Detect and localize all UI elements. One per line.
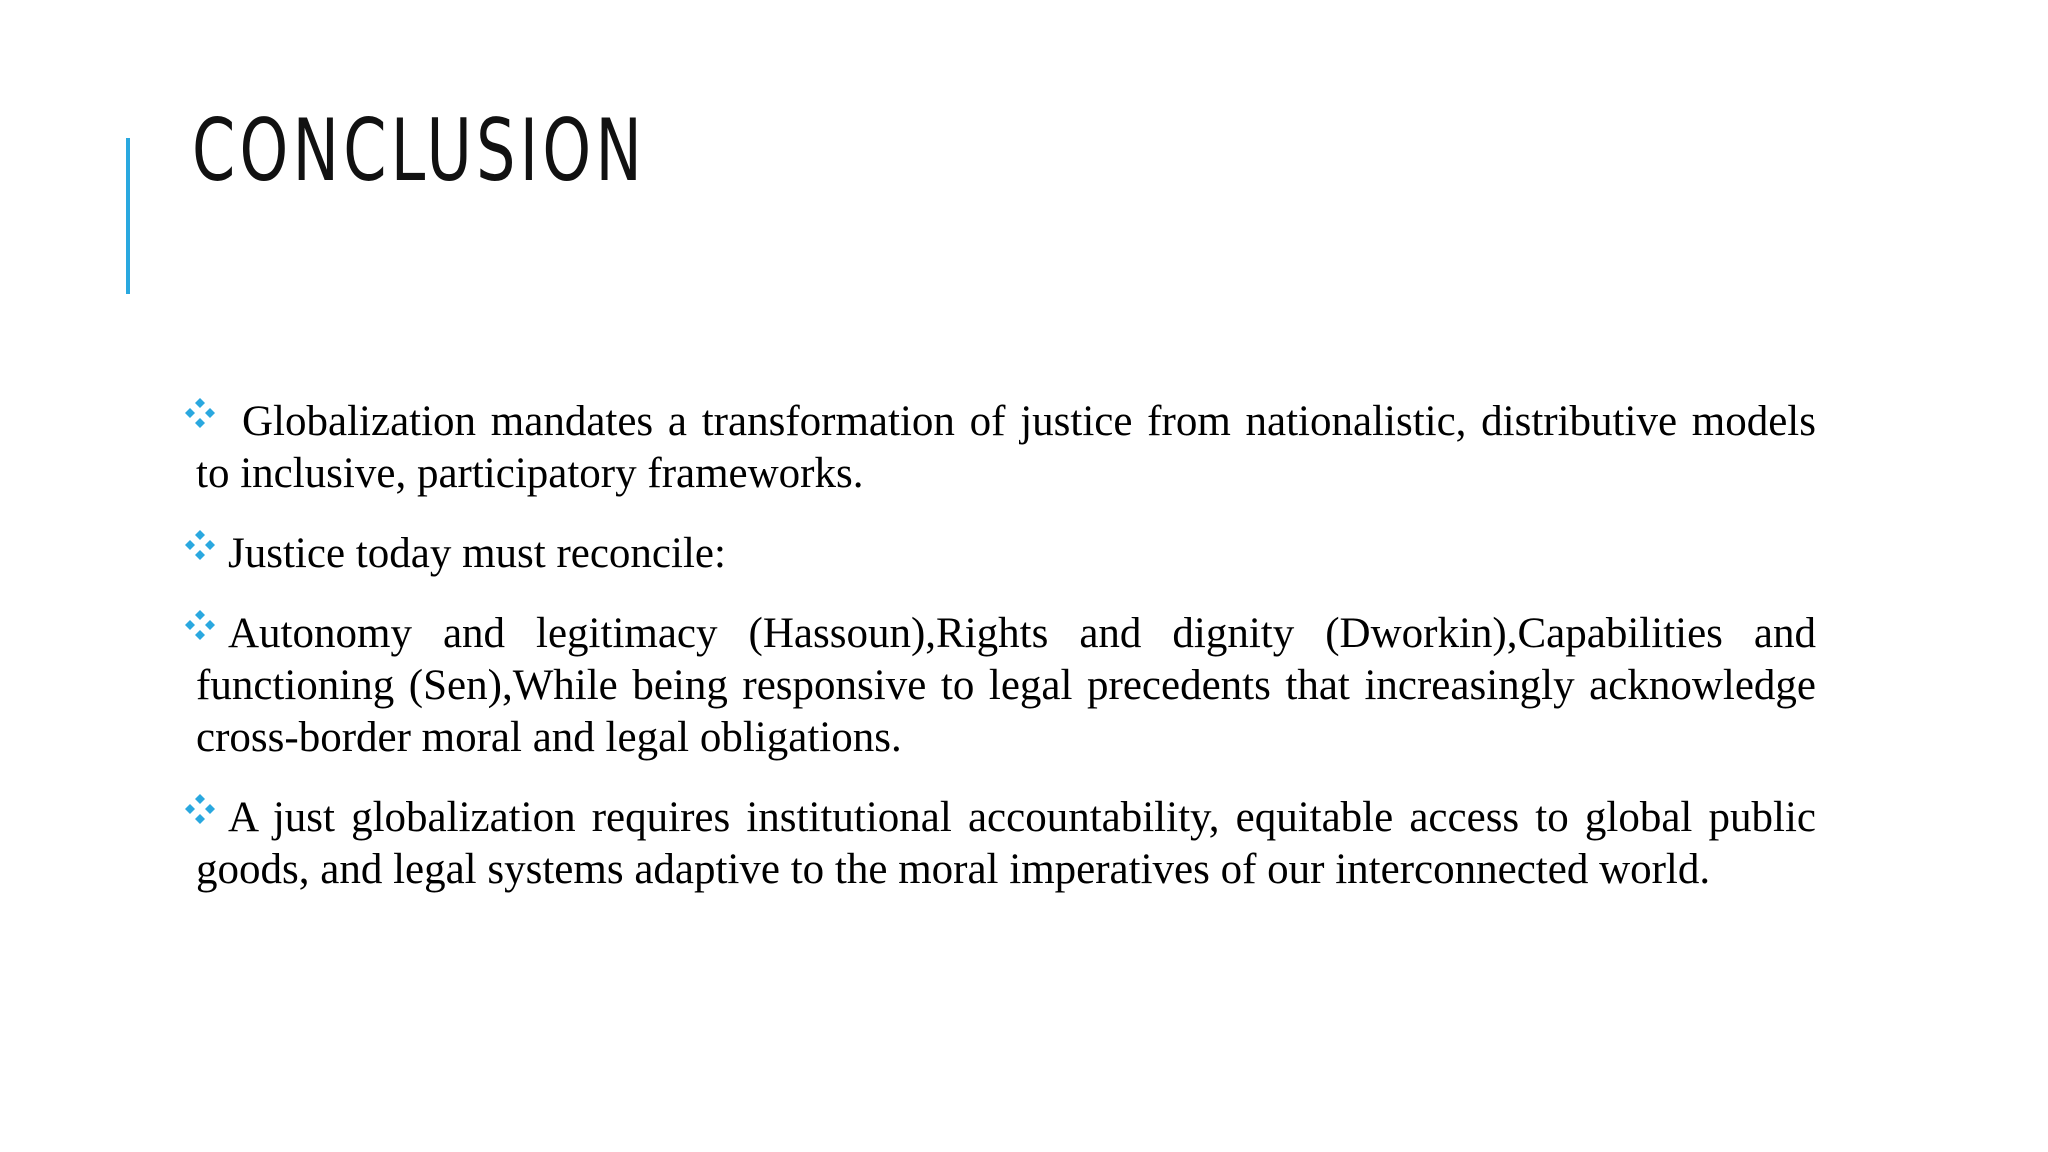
bullet-item — [196, 528, 1816, 580]
title-accent-bar — [126, 138, 130, 294]
bullet-text: A just globalization requires institutional accountability, equitable access to global public goods, and legal systems adaptive to the moral imperatives of our interconnected world. — [196, 794, 1816, 893]
four-diamond-bullet-icon — [182, 396, 218, 432]
bullet-item — [196, 608, 1816, 764]
bullet-item — [196, 396, 1816, 500]
bullet-text: Autonomy and legitimacy (Hassoun),Rights and dignity (Dworkin),Capabilities and functioning (Sen),While being responsive to legal precedents that increasingly acknowledge cross-border moral and legal obligations. — [196, 610, 1816, 761]
bullet-list — [196, 396, 1816, 924]
four-diamond-bullet-icon — [182, 528, 218, 564]
slide-title: CONCLUSION — [192, 101, 647, 201]
bullet-text: Globalization mandates a transformation of justice from nationalistic, distributive models to inclusive, participatory frameworks. — [196, 398, 1816, 497]
four-diamond-bullet-icon — [182, 792, 218, 828]
bullet-item — [196, 792, 1816, 896]
bullet-text: Justice today must reconcile: — [228, 530, 726, 577]
four-diamond-bullet-icon — [182, 608, 218, 644]
